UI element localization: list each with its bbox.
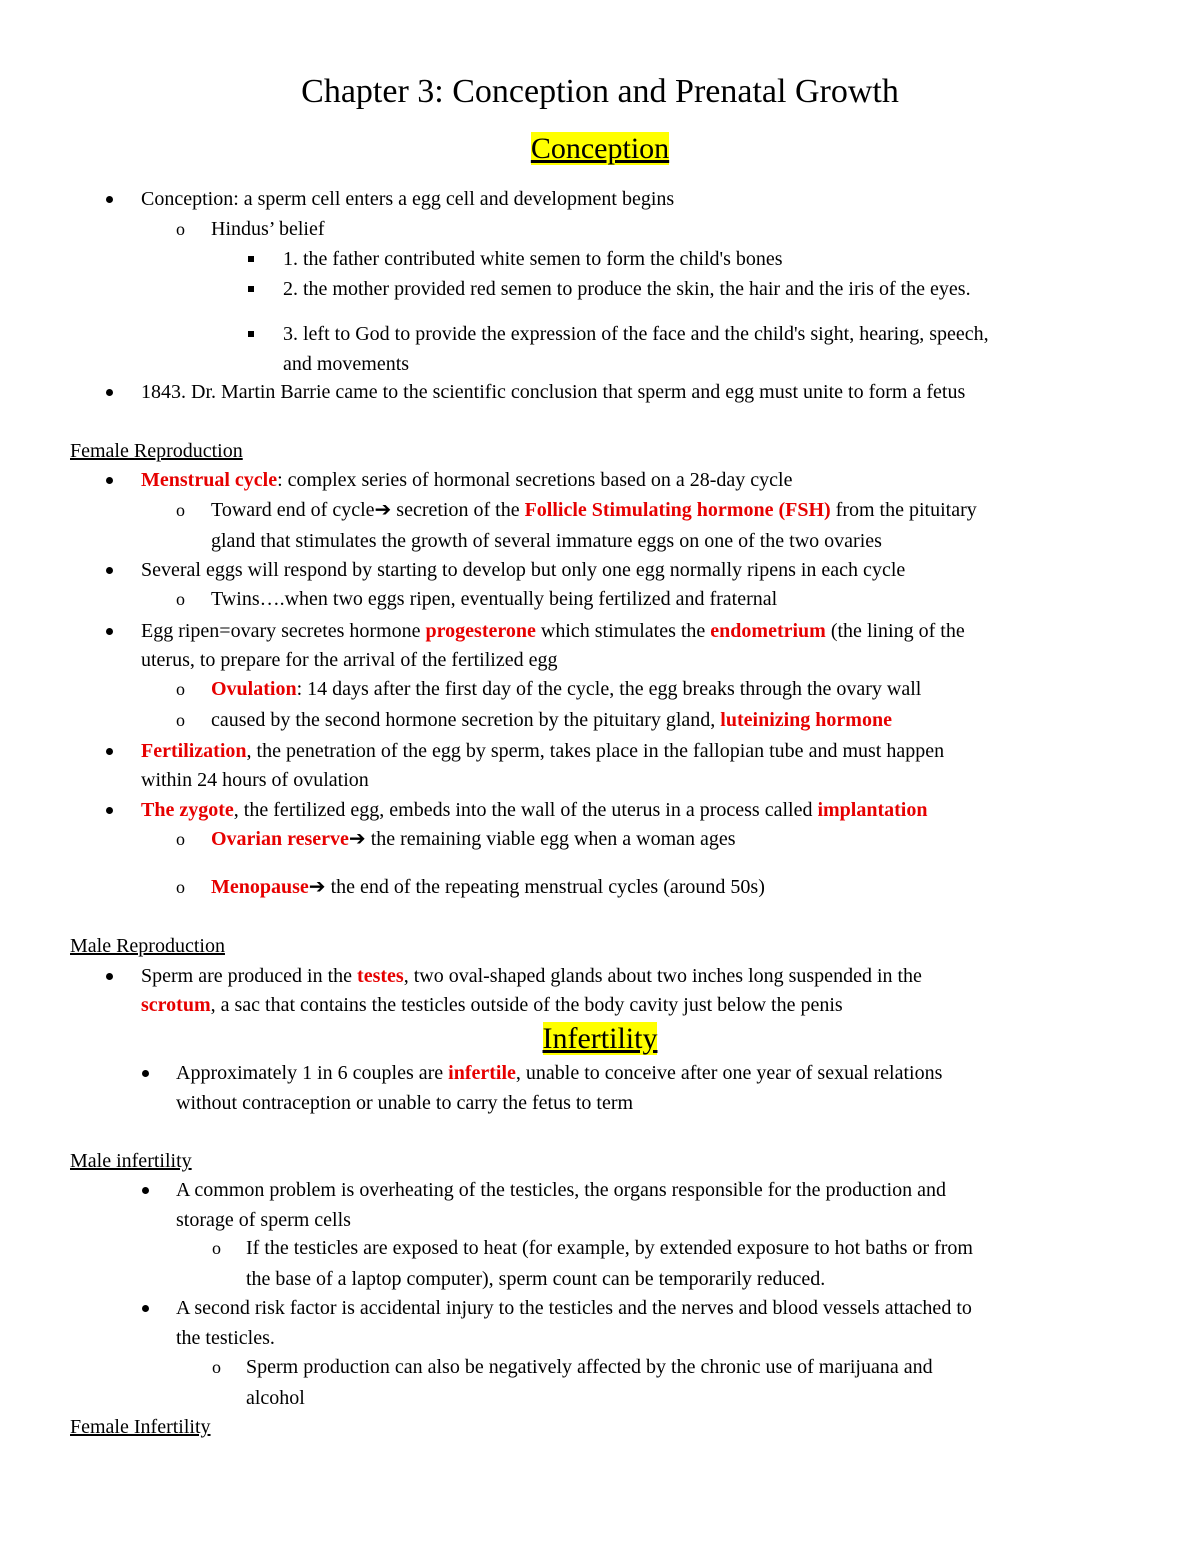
list-item xyxy=(211,497,977,523)
text: Toward end of cycle xyxy=(211,499,375,521)
bullet xyxy=(106,389,113,396)
keyword: endometrium xyxy=(710,620,826,642)
bullet xyxy=(106,567,113,574)
sub-bullet: o xyxy=(176,500,185,520)
sub-bullet: o xyxy=(212,1357,221,1377)
text: (the lining of the xyxy=(825,620,965,642)
text: which stimulates the xyxy=(535,620,711,642)
list-item: A common problem is overheating of the testicles, the organs responsible for the production and xyxy=(176,1179,947,1201)
text: Sperm are produced in the xyxy=(141,965,358,987)
sub-bullet: o xyxy=(176,829,185,849)
keyword: Menopause xyxy=(211,876,309,898)
text: , unable to conceive after one year of sexual relations xyxy=(515,1062,943,1084)
square-bullet xyxy=(248,256,254,262)
text: : 14 days after the first day of the cycle, the egg breaks through the ovary wall xyxy=(296,678,922,700)
keyword: Follicle Stimulating hormone (FSH) xyxy=(524,499,831,521)
sub-bullet: o xyxy=(176,710,185,730)
square-bullet xyxy=(248,331,254,337)
infertility-heading xyxy=(0,1020,1200,1058)
text: the end of the repeating menstrual cycles (around 50s) xyxy=(325,876,765,898)
keyword: implantation xyxy=(817,799,928,821)
sub-bullet: o xyxy=(176,877,185,897)
keyword: Menstrual cycle xyxy=(141,469,278,491)
text: , a sac that contains the testicles outside of the body cavity just below the penis xyxy=(210,994,843,1016)
list-item: A second risk factor is accidental injury to the testicles and the nerves and blood vessels attached to xyxy=(176,1297,972,1319)
list-item: 2. the mother provided red semen to produce the skin, the hair and the iris of the eyes. xyxy=(283,278,971,300)
list-item-cont: within 24 hours of ovulation xyxy=(141,769,369,791)
square-bullet xyxy=(248,286,254,292)
list-item-cont: the testicles. xyxy=(176,1327,275,1349)
list-item xyxy=(141,963,922,989)
section-heading-female-infertility: Female Infertility xyxy=(70,1416,211,1438)
list-item-cont: uterus, to prepare for the arrival of the fertilized egg xyxy=(141,649,558,671)
list-item-cont: the base of a laptop computer), sperm count can be temporarily reduced. xyxy=(246,1268,826,1290)
keyword: scrotum xyxy=(141,994,211,1016)
text: Egg ripen=ovary secretes hormone xyxy=(141,620,426,642)
text: , the penetration of the egg by sperm, takes place in the fallopian tube and must happen xyxy=(246,740,945,762)
bullet xyxy=(106,628,113,635)
list-item: 1843. Dr. Martin Barrie came to the scientific conclusion that sperm and egg must unite to form a fetus xyxy=(141,381,966,403)
list-item: Sperm production can also be negatively affected by the chronic use of marijuana and xyxy=(246,1356,933,1378)
section-heading-female-reproduction: Female Reproduction xyxy=(70,440,243,462)
text: : complex series of hormonal secretions based on a 28-day cycle xyxy=(277,469,793,491)
list-item-cont: storage of sperm cells xyxy=(176,1209,351,1231)
list-item xyxy=(141,618,965,644)
list-item: If the testicles are exposed to heat (for example, by extended exposure to hot baths or from xyxy=(246,1237,973,1259)
conception-heading xyxy=(0,130,1200,168)
list-item-cont: alcohol xyxy=(246,1387,305,1409)
bullet xyxy=(142,1070,149,1077)
bullet xyxy=(106,196,113,203)
list-item xyxy=(211,676,921,702)
text: secretion of the xyxy=(391,499,525,521)
sub-bullet: o xyxy=(176,219,185,239)
keyword: testes xyxy=(357,965,404,987)
keyword: Ovulation xyxy=(211,678,297,700)
bullet xyxy=(106,748,113,755)
text: from the pituitary xyxy=(830,499,977,521)
keyword: Ovarian reserve xyxy=(211,828,349,850)
text: caused by the second hormone secretion by the pituitary gland, xyxy=(211,709,721,731)
bullet xyxy=(106,477,113,484)
bullet xyxy=(142,1305,149,1312)
sub-bullet: o xyxy=(176,679,185,699)
list-item-cont: without contraception or unable to carry the fetus to term xyxy=(176,1092,634,1114)
list-item: Several eggs will respond by starting to develop but only one egg normally ripens in each cycle xyxy=(141,559,906,581)
section-heading-male-infertility: Male infertility xyxy=(70,1150,192,1172)
text: , the fertilized egg, embeds into the wall of the uterus in a process called xyxy=(233,799,818,821)
list-item xyxy=(211,826,736,852)
list-item xyxy=(211,707,892,733)
bullet xyxy=(106,807,113,814)
text: the remaining viable egg when a woman ages xyxy=(365,828,736,850)
keyword: progesterone xyxy=(425,620,536,642)
list-item: 1. the father contributed white semen to form the child's bones xyxy=(283,248,783,270)
list-item-cont xyxy=(141,992,843,1018)
sub-bullet: o xyxy=(176,589,185,609)
list-item-cont: gland that stimulates the growth of several immature eggs on one of the two ovaries xyxy=(211,530,882,552)
arrow-icon: ➔ xyxy=(348,828,366,850)
list-item: Conception: a sperm cell enters a egg cell and development begins xyxy=(141,188,675,210)
list-item: Twins….when two eggs ripen, eventually being fertilized and fraternal xyxy=(211,588,778,610)
list-item xyxy=(176,1060,942,1086)
list-item: Hindus’ belief xyxy=(211,218,325,240)
list-item xyxy=(211,874,765,900)
bullet xyxy=(142,1187,149,1194)
text: , two oval-shaped glands about two inches long suspended in the xyxy=(403,965,922,987)
section-heading-male-reproduction: Male Reproduction xyxy=(70,935,225,957)
list-item-cont: and movements xyxy=(283,353,410,375)
arrow-icon: ➔ xyxy=(374,499,392,521)
sub-bullet: o xyxy=(212,1238,221,1258)
keyword: infertile xyxy=(448,1062,516,1084)
infertility-heading-text: Infertility xyxy=(542,1022,658,1055)
page-title: Chapter 3: Conception and Prenatal Growth xyxy=(301,73,899,110)
conception-heading-text: Conception xyxy=(530,132,670,165)
bullet xyxy=(106,973,113,980)
text: Approximately 1 in 6 couples are xyxy=(176,1062,449,1084)
list-item xyxy=(141,738,944,764)
arrow-icon: ➔ xyxy=(308,876,326,898)
keyword: The zygote xyxy=(141,799,234,821)
keyword: Fertilization xyxy=(141,740,247,762)
keyword: luteinizing hormone xyxy=(720,709,892,731)
list-item: 3. left to God to provide the expression of the face and the child's sight, hearing, speech, xyxy=(283,323,989,345)
list-item xyxy=(141,797,928,823)
list-item xyxy=(141,467,792,493)
